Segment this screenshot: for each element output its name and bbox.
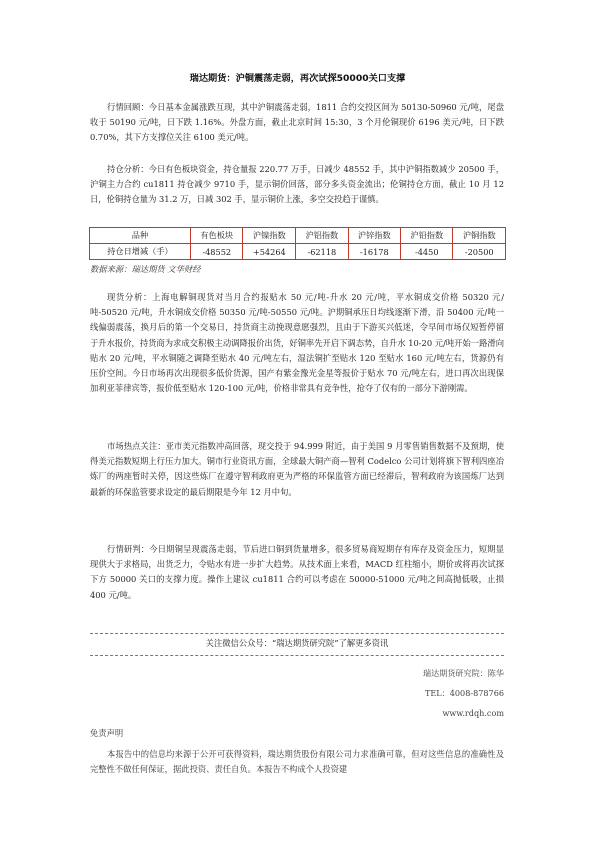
- position-analysis-paragraph: 持仓分析：今日有色板块资金，持仓量报 220.77 万手，日减少 48552 手，其中沪铜指数减少 20500 手，沪铜主力合约 cu1811 持仓减少 9710 手，显示铜价回落，部分多头资金流出；伦铜持仓方面，截止 10 月 12 日，伦铜持仓量为 31.2 万，日减 302 手，显示铜价上涨，多空交投趋于谨慎。: [90, 164, 504, 205]
- data-source-note: 数据来源：瑞达期货 文华财经: [90, 264, 201, 274]
- table-row: [90, 244, 506, 260]
- table-cell: -20500: [453, 244, 506, 260]
- table-header-cell: 沪铜指数: [453, 228, 506, 244]
- table-cell: -4450: [401, 244, 453, 260]
- table-cell: -16178: [348, 244, 400, 260]
- table-header-cell: 沪铝指数: [296, 228, 348, 244]
- disclaimer-text: 本报告中的信息均来源于公开可获得资料，瑞达期货股份有限公司力求准确可靠，但对这些信息的准确性及完整性不做任何保证，据此投资、责任自负。本报告不构成个人投资建: [90, 749, 504, 775]
- wechat-follow-note: 关注微信公众号：“瑞达期货研究院”了解更多资讯: [205, 638, 389, 648]
- table-cell: +54264: [243, 244, 296, 260]
- page-title: 瑞达期货：沪铜震荡走弱，再次试探50000关口支撑: [189, 73, 406, 84]
- table-cell: -62118: [296, 244, 348, 260]
- table-header-cell: 沪锌指数: [348, 228, 400, 244]
- table-header-cell: 有色板块: [191, 228, 243, 244]
- spot-analysis-paragraph: 现货分析：上海电解铜现货对当月合约报贴水 50 元/吨-升水 20 元/吨，平水铜成交价格 50320 元/吨-50520 元/吨，升水铜成交价格 50350 元/吨-50550 元/吨。沪期铜承压日均线逐渐下滑，沿 50400 元/吨一线偏弱震荡，换月后的第一个交易日，持货商主动挽现意愿强烈，且由于下游买兴低迷，令早间市场仅短暂停留于升水报价，持货商为求成交积极主动调降报价出货，好铜率先开启下调态势，自升水 10-20 元/吨开始一路滑向贴水 20 元/吨，平水铜随之调降至贴水 40 元/吨左右，湿法铜扩至贴水 120 至贴水 160 元/吨左右，货源仍有压价空间。今日市场再次出现很多低价货源，国产有紫金豫光金星等报价于贴水 70 元/吨左右，进口再次出现保加利亚菲律宾等，报价低至贴水 120-100 元/吨，价格非常具有竞争性，抢夺了仅有的一部分下游刚需。: [90, 292, 504, 394]
- position-change-table: [89, 227, 506, 260]
- market-hotspot-paragraph: 市场热点关注：亚市美元指数冲高回落，现交投于 94.999 附近，由于美国 9 月零售销售数据不及预期，使得美元指数短期上行压力加大。铜市行业资讯方面，全球最大铜产商—智利 Codelco 公司计划将旗下智利四座冶炼厂的两座暂时关停，因这些炼厂在遵守智利政府更为严格的环保监管方面已经滞后，智利政府为该国炼厂达到最新的环保监管要求设定的最后期限是今年 12 月中旬。: [90, 441, 504, 497]
- table-row-label: 持仓日增减（手）: [90, 244, 191, 260]
- dashed-divider: [90, 655, 504, 656]
- disclaimer-title: 免责声明: [90, 728, 124, 738]
- dashed-divider: [90, 633, 504, 634]
- market-review-paragraph: 行情回顾：今日基本金属涨跌互现，其中沪铜震荡走弱，1811 合约交投区间为 50130-50960 元/吨，尾盘收于 50190 元/吨，日下跌 1.16%。外盘方面，截止北京时间 15:30，3 个月伦铜现价 6196 美元/吨，日下跌 0.70%，其下方支撑位关注 6100 美元/吨。: [90, 102, 504, 143]
- institute-author: 瑞达期货研究院：陈华: [423, 668, 504, 678]
- table-header-row: [90, 228, 506, 244]
- table-header-cell: 品种: [90, 228, 191, 244]
- table-header-cell: 沪铅指数: [401, 228, 453, 244]
- table-cell: -48552: [191, 244, 243, 260]
- table-header-cell: 沪镍指数: [243, 228, 296, 244]
- telephone: TEL：4008-878766: [424, 688, 504, 698]
- market-research-paragraph: 行情研判：今日期铜呈现震荡走弱，节后进口铜到货量增多，很多贸易商短期存有库存及资金压力，短期显现供大于求格局，出货乏力，令贴水有进一步扩大趋势。从技术面上来看，MACD 红柱缩小，期价或将再次试探下方 50000 关口的支撑力度。操作上建议 cu1811 合约可以考虑在 50000-51000 元/吨之间高抛低吸，止损 400 元/吨。: [90, 544, 504, 600]
- website-link[interactable]: www.rdqh.com: [442, 708, 504, 718]
